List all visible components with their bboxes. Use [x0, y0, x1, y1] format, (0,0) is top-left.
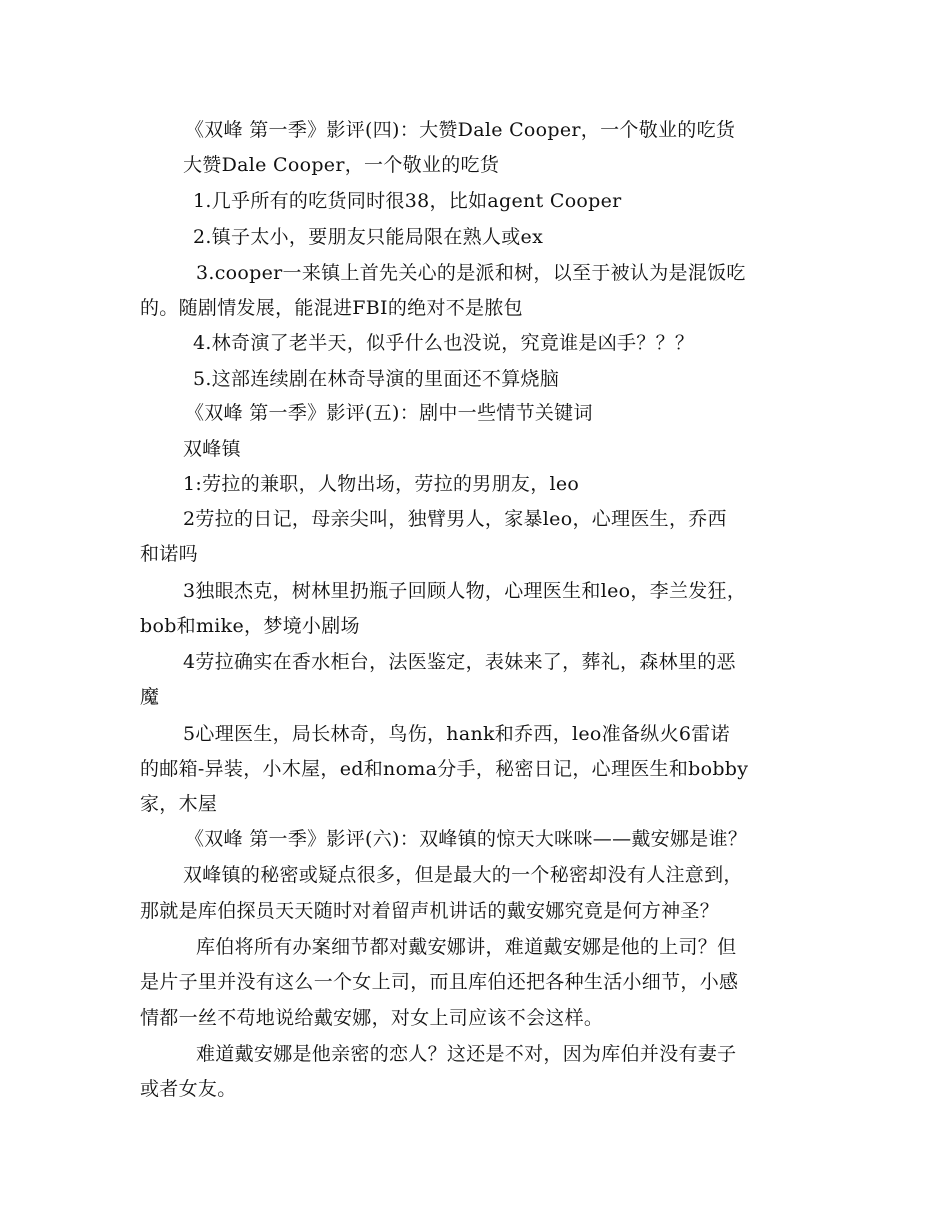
review-6-title: 《双峰 第一季》影评(六)：双峰镇的惊天大咪咪——戴安娜是谁？	[185, 828, 748, 850]
review-5-heading: 双峰镇	[183, 438, 241, 460]
review-6-para-1: 双峰镇的秘密或疑点很多，但是最大的一个秘密却没有人注意到，	[183, 864, 743, 886]
review-5-item-5-cont2: 家，木屋	[140, 793, 218, 815]
review-6-para-1-cont: 那就是库伯探员天天随时对着留声机讲话的戴安娜究竟是何方神圣？	[140, 900, 720, 922]
review-6-para-2-cont: 是片子里并没有这么一个女上司，而且库伯还把各种生活小细节，小感	[140, 971, 739, 993]
review-5-item-5-cont: 的邮箱-异装，小木屋，ed和noma分手，秘密日记，心理医生和bobby	[140, 758, 749, 780]
review-5-item-2: 2劳拉的日记，母亲尖叫，独臂男人，家暴leo，心理医生，乔西	[183, 508, 727, 530]
review-5-item-2-cont: 和诺吗	[140, 543, 198, 565]
review-6-para-2-cont2: 情都一丝不苟地说给戴安娜，对女上司应该不会这样。	[140, 1007, 604, 1029]
review-4-point-3: 3.cooper一来镇上首先关心的是派和树，以至于被认为是混饭吃	[196, 262, 746, 284]
review-6-para-3: 难道戴安娜是他亲密的恋人？这还是不对，因为库伯并没有妻子	[196, 1043, 737, 1065]
review-6-para-2: 库伯将所有办案细节都对戴安娜讲，难道戴安娜是他的上司？但	[196, 936, 737, 958]
review-6-para-3-cont: 或者女友。	[140, 1078, 237, 1100]
review-4-point-2: 2.镇子太小，要朋友只能局限在熟人或ex	[193, 226, 544, 248]
review-5-item-4-cont: 魔	[140, 686, 160, 708]
review-5-item-1: 1:劳拉的兼职，人物出场，劳拉的男朋友，leo	[183, 473, 580, 495]
review-4-point-3-cont: 的。随剧情发展，能混进FBI的绝对不是脓包	[140, 297, 523, 319]
review-5-title: 《双峰 第一季》影评(五)：剧中一些情节关键词	[185, 402, 593, 424]
review-4-heading: 大赞Dale Cooper，一个敬业的吃货	[183, 154, 500, 176]
review-4-point-1: 1.几乎所有的吃货同时很38，比如agent Cooper	[193, 190, 622, 212]
review-4-point-4: 4.林奇演了老半天，似乎什么也没说，究竟谁是凶手？？？	[193, 332, 695, 354]
review-4-point-5: 5.这部连续剧在林奇导演的里面还不算烧脑	[193, 368, 560, 390]
review-5-item-3: 3独眼杰克，树林里扔瓶子回顾人物，心理医生和leo，李兰发狂，	[183, 580, 747, 602]
review-5-item-4: 4劳拉确实在香水柜台，法医鉴定，表妹来了，葬礼，森林里的恶	[183, 651, 736, 673]
review-4-title: 《双峰 第一季》影评(四)：大赞Dale Cooper，一个敬业的吃货	[185, 119, 736, 141]
review-5-item-3-cont: bob和mike，梦境小剧场	[140, 615, 360, 637]
review-5-item-5: 5心理医生，局长林奇，鸟伤，hank和乔西，leo准备纵火6雷诺	[183, 723, 730, 745]
